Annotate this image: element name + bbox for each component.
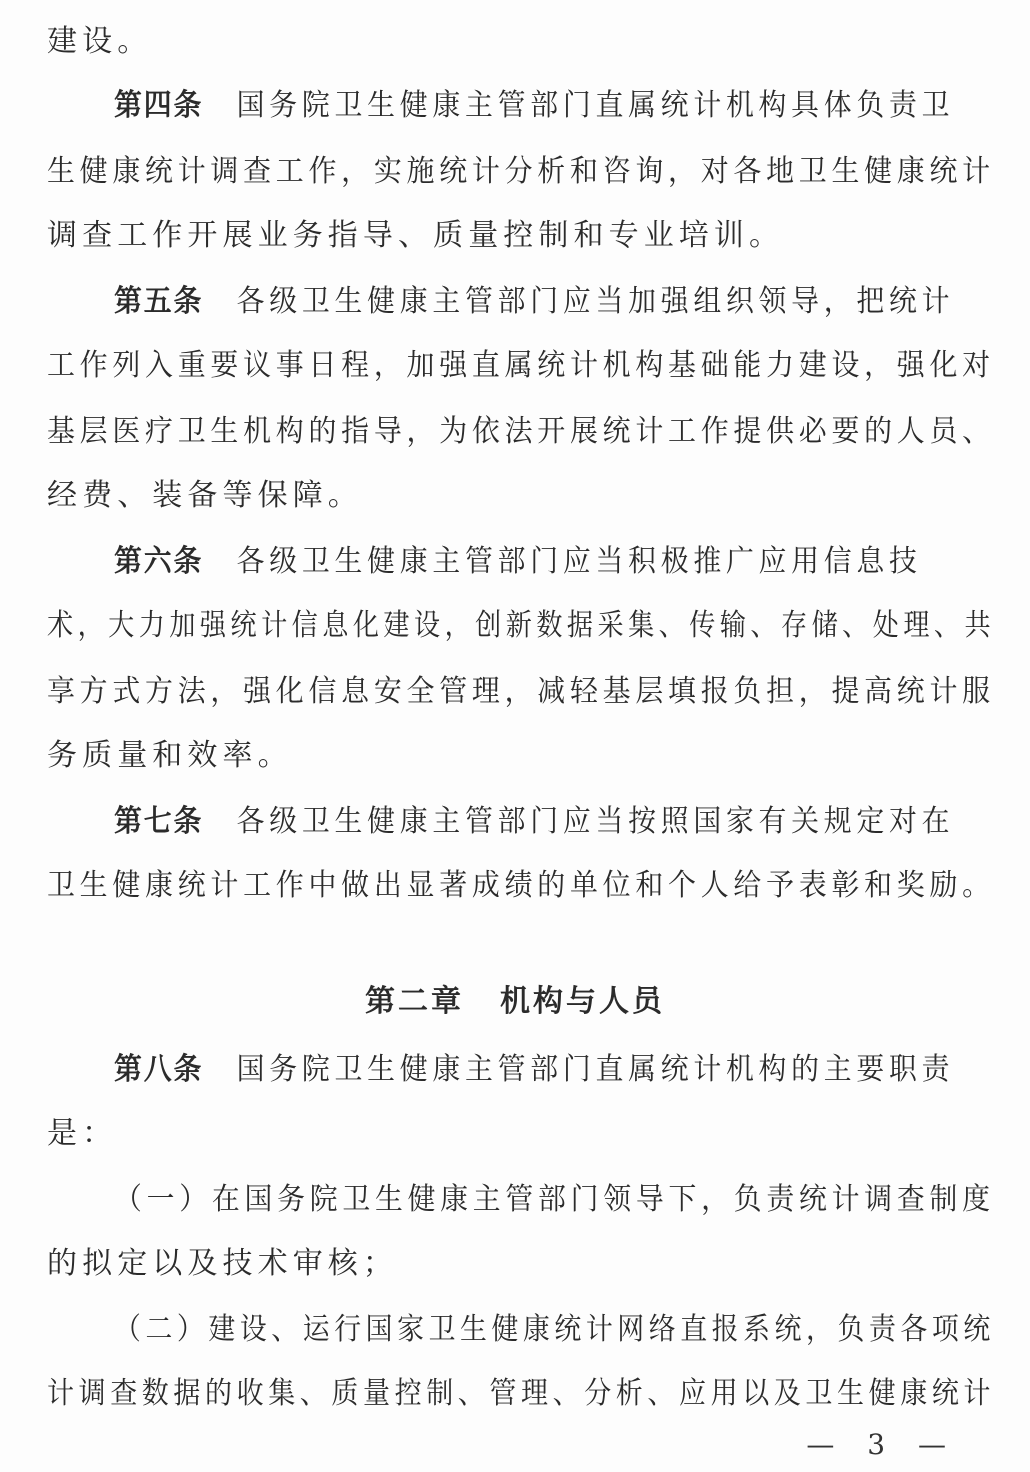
text-line: 卫生健康统计工作中做出显著成绩的单位和个人给予表彰和奖励。 [47, 868, 995, 903]
article-text: 各级卫生健康主管部门应当积极推广应用信息技 [236, 544, 922, 579]
list-item-line: （一）在国务院卫生健康主管部门领导下，负责统计调查制度 [114, 1182, 995, 1217]
article-label: 第六条 [114, 544, 204, 579]
text-line: 务质量和效率。 [47, 738, 293, 773]
article-paragraph-start [114, 802, 995, 842]
article-paragraph-start [114, 282, 995, 322]
article-text: 国务院卫生健康主管部门直属统计机构具体负责卫 [236, 88, 955, 123]
article-paragraph-start [114, 1050, 995, 1090]
text-line: 的拟定以及技术审核； [47, 1246, 398, 1281]
chapter-title: 机构与人员 [500, 984, 665, 1019]
text-line: 经费、装备等保障。 [47, 478, 363, 513]
article-text: 国务院卫生健康主管部门直属统计机构的主要职责 [236, 1052, 955, 1087]
text-line: 计调查数据的收集、质量控制、管理、分析、应用以及卫生健康统计 [47, 1376, 996, 1411]
article-text: 各级卫生健康主管部门应当加强组织领导，把统计 [236, 284, 955, 319]
page-number: — 3 — [806, 1428, 958, 1461]
chapter-heading [0, 982, 1030, 1022]
text-line: 工作列入重要议事日程，加强直属统计机构基础能力建设，强化对 [47, 348, 995, 383]
article-paragraph-start [114, 86, 995, 126]
text-line: 是： [47, 1116, 118, 1151]
article-label: 第八条 [114, 1052, 204, 1087]
chapter-number: 第二章 [365, 984, 464, 1019]
article-label: 第七条 [114, 804, 204, 839]
article-label: 第四条 [114, 88, 204, 123]
article-paragraph-start [114, 542, 995, 582]
text-line: 享方式方法，强化信息安全管理，减轻基层填报负担，提高统计服 [47, 674, 995, 709]
list-item-line: （二）建设、运行国家卫生健康统计网络直报系统，负责各项统 [114, 1312, 995, 1347]
text-line: 基层医疗卫生机构的指导，为依法开展统计工作提供必要的人员、 [47, 414, 995, 449]
text-line: 调查工作开展业务指导、质量控制和专业培训。 [47, 218, 785, 253]
text-line: 生健康统计调查工作，实施统计分析和咨询，对各地卫生健康统计 [47, 154, 995, 189]
text-line: 术，大力加强统计信息化建设，创新数据采集、传输、存储、处理、共 [47, 608, 996, 643]
article-label: 第五条 [114, 284, 204, 319]
text-line: 建设。 [47, 24, 153, 59]
article-text: 各级卫生健康主管部门应当按照国家有关规定对在 [236, 804, 955, 839]
